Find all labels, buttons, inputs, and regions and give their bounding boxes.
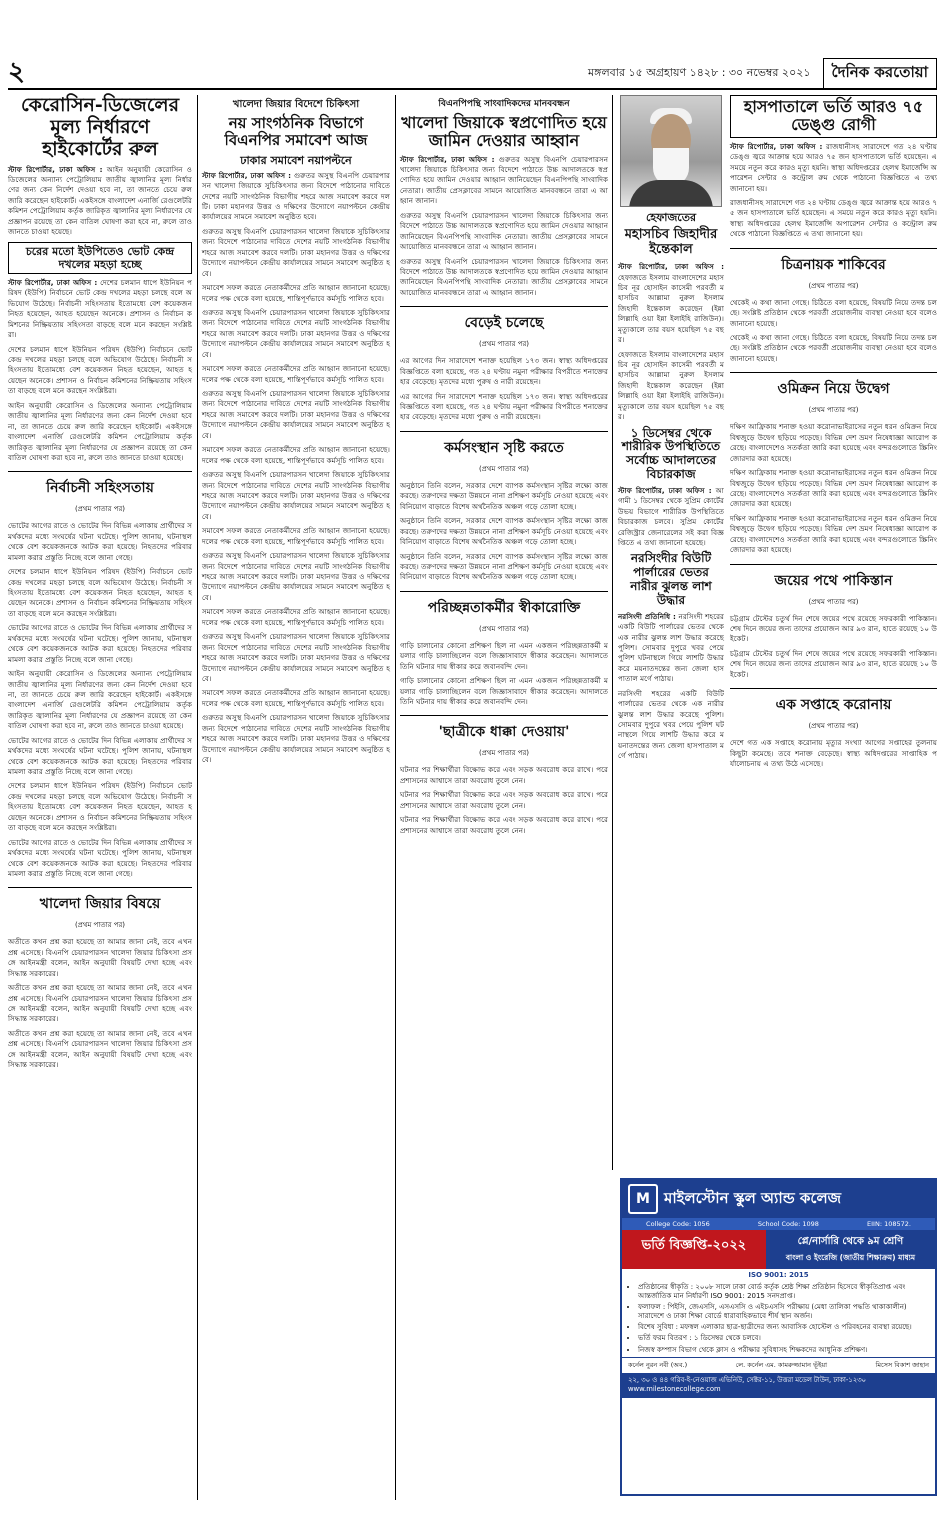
continued-note: (প্রথম পাতার পর)	[74, 921, 126, 930]
article-text: গাড়ি চালানোর কোনো প্রশিক্ষণ ছিল না এমন একজন পরিচ্ছন্নতাকর্মী ময়লার গাড়ি চালাচ্ছিলেন বলে জিজ্ঞাসাবাদে স্বীকার করেছেন। আদালতে তিনি ঘটনার দায় স্বীকার করে জবানবন্দি দেন।	[400, 640, 608, 671]
continued-note: (প্রথম পাতার পর)	[808, 597, 859, 606]
article-text: অতীতে কখন প্রশ্ন করা হয়েছে তা আমার জানা নেই, তবে এখন প্রশ্ন এসেছে। বিএনপি চেয়ারপারসন খালেদা জিয়ার চিকিৎসা প্রসঙ্গে আইনমন্ত্রী বলেন, আইন অনুযায়ী বিষয়টি দেখা হচ্ছে এবং সিদ্ধান্ত সরকারের।	[8, 937, 192, 978]
ad-contact: মিসেস বিকাশ জাহান	[875, 1360, 929, 1369]
article-text: আইন অনুযায়ী কেরোসিন ও ডিজেলের অন্যান্য পেট্রোলিয়াম জাতীয় জ্বালানির মূল্য নির্ধারণের জন্য কেন নির্দেশ দেওয়া হবে না, তা জানতে চেয়ে রুল জারি করেছেন হাইকোর্ট। একইসঙ্গে বাংলাদেশ এনার্জি রেগুলেটরি কমিশন পেট্রোলিয়াম কর্তৃক জারিকৃত জ্বালানির মূল্য নির্ধারণের যে প্রজ্ঞাপন রয়েছে তা কেন বাতিল ঘোষণা করা হবে না, রুলে তাও জানতে চাওয়া হয়েছে।	[8, 164, 192, 237]
byline: স্টাফ রিপোর্টার, ঢাকা অফিস :	[8, 164, 103, 174]
ad-contact: কর্নেল নুরন নবী (অব.)	[628, 1360, 688, 1369]
article-text: গুরুতর অসুস্থ বিএনপি চেয়ারপারসন খালেদা জিয়াকে সুচিকিৎসার জন্য বিদেশে পাঠানোর দাবিতে দেশের নয়টি সাংগঠনিক বিভাগীয় শহরে আজ সমাবেশ করবে দলটি। ঢাকা মহানগর উত্তর ও দক্ষিণের উদ্যোগে নয়াপল্টনে কেন্দ্রীয় কার্যালয়ের সামনে সমাবেশ অনুষ্ঠিত হবে।	[202, 307, 390, 359]
headline-kerosene-diesel: কেরোসিন-ডিজেলের মূল্য নির্ধারণে হাইকোর্টের রুল	[20, 94, 180, 160]
article-text: গুরুতর অসুস্থ বিএনপি চেয়ারপারসন খালেদা জিয়াকে চিকিৎসার জন্য বিদেশে পাঠাতে উচ্চ আদালতকে স্বপ্রণোদিত হয়ে জামিন দেওয়ার আহ্বান জানিয়েছেন বিএনপিপন্থি সাংবাদিক নেতারা। জাতীয় প্রেসক্লাবের সামনে আয়োজিত মানববন্ধনে তারা এ আহ্বান জানান।	[400, 256, 608, 297]
subhead-naya-paltan: ঢাকার সমাবেশ নয়াপল্টনে	[240, 153, 352, 167]
continued-note: (প্রথম পাতার পর)	[478, 749, 530, 758]
section-head-omicron: ওমিক্রন নিয়ে উদ্বেগ	[730, 372, 937, 401]
column-divider	[612, 95, 613, 1170]
continued-note: (প্রথম পাতার পর)	[478, 624, 530, 633]
article-text: আইন অনুযায়ী কেরোসিন ও ডিজেলের অন্যান্য পেট্রোলিয়াম জাতীয় জ্বালানির মূল্য নির্ধারণের জন্য কেন নির্দেশ দেওয়া হবে না, তা জানতে চেয়ে রুল জারি করেছেন হাইকোর্ট। একইসঙ্গে বাংলাদেশ এনার্জি রেগুলেটরি কমিশন পেট্রোলিয়াম কর্তৃক জারিকৃত জ্বালানির মূল্য নির্ধারণের যে প্রজ্ঞাপন রয়েছে তা কেন বাতিল ঘোষণা করা হবে না, রুলে তাও জানতে চাওয়া হয়েছে।	[8, 400, 192, 462]
article-text: ভোটের আগের রাতে ও ভোটের দিন বিভিন্ন এলাকায় প্রার্থীদের সমর্থকদের মধ্যে সংঘর্ষের ঘটনা ঘটেছে। পুলিশ জানায়, ঘটনাস্থল থেকে বেশ কয়েকজনকে আটক করা হয়েছে। নিহতদের পরিবার মামলা করার প্রস্তুতি নিচ্ছে বলে জানা গেছে।	[8, 521, 192, 562]
article-text: ভোটের আগের রাতে ও ভোটের দিন বিভিন্ন এলাকায় প্রার্থীদের সমর্থকদের মধ্যে সংঘর্ষের ঘটনা ঘটেছে। পুলিশ জানায়, ঘটনাস্থল থেকে বেশ কয়েকজনকে আটক করা হয়েছে। নিহতদের পরিবার মামলা করার প্রস্তুতি নিচ্ছে বলে জানা গেছে।	[8, 623, 192, 664]
page-masthead	[8, 58, 937, 90]
ad-classes	[766, 1230, 935, 1269]
section-head-pakistan: জয়ের পথে পাকিস্তান	[730, 564, 937, 593]
ad-header	[622, 1180, 935, 1218]
column-5	[730, 95, 937, 774]
ad-medium: বাংলা ও ইংরেজি (জাতীয় শিক্ষাক্রম) মাধ্যম	[785, 1253, 915, 1262]
article-text: দক্ষিণ আফ্রিকায় শনাক্ত হওয়া করোনাভাইরাসের নতুন ধরন ওমিক্রন নিয়ে বিশ্বজুড়ে উদ্বেগ ছড়িয়ে পড়েছে। বিভিন্ন দেশ ভ্রমণ নিষেধাজ্ঞা আরোপ করেছে। বাংলাদেশেও সতর্কতা জারি করা হয়েছে এবং বন্দরগুলোতে স্ক্রিনিং জোরদার করা হয়েছে।	[730, 513, 937, 555]
newspaper-logo: দৈনিক করতোয়া	[823, 58, 937, 89]
article-text: আগামী ১ ডিসেম্বর থেকে সুপ্রিম কোর্টের উভয় বিভাগে শারীরিক উপস্থিতিতে বিচারকাজ চলবে। সুপ্রিম কোর্টের রেজিস্ট্রার জেনারেলের সই করা বিজ্ঞপ্তিতে এ তথ্য জানানো হয়েছে।	[618, 485, 724, 547]
article-text: দেশের চলমান ধাপে ইউনিয়ন পরিষদ (ইউপি) নির্বাচনে ভোট কেন্দ্র দখলের মহড়া চলছে বলে অভিযোগ উঠেছে। নির্বাচনী সহিংসতায় ইতোমধ্যে বেশ কয়েকজন নিহত হয়েছেন, আহত হয়েছেন অনেকে। প্রশাসন ও নির্বাচন কমিশনের নিষ্ক্রিয়তায় সহিংসতা বাড়ছে বলে মনে করছেন সংশ্লিষ্টরা।	[8, 344, 192, 396]
headline-court-hearing: ১ ডিসেম্বর থেকে শারীরিক উপস্থিতিতে সর্বোচ্চ আদালতের বিচারকাজ	[621, 425, 721, 482]
ad-school-name: মাইলস্টোন স্কুল অ্যান্ড কলেজ	[664, 1188, 842, 1207]
article-text: নরসিংদী শহরের একটি বিউটি পার্লারের ভেতর থেকে এক নারীর ঝুলন্ত লাশ উদ্ধার করেছে পুলিশ। সোমবার দুপুরে খবর পেয়ে পুলিশ ঘটনাস্থলে গিয়ে লাশটি উদ্ধার করে ময়নাতদন্তের জন্য জেলা হাসপাতাল মর্গে পাঠায়।	[618, 688, 724, 761]
headline-up-election: চরের মতো ইউপিতেও ভোট কেন্দ্র দখলের মহড়া হচ্ছে	[8, 242, 192, 274]
article-body	[400, 155, 608, 207]
article-text: ঘটনার পর শিক্ষার্থীরা বিক্ষোভ করে এবং সড়ক অবরোধ করে রাখে। পরে প্রশাসনের আশ্বাসে তারা অবরোধ তুলে নেন।	[400, 815, 608, 835]
ad-points	[628, 1283, 929, 1355]
column-divider	[197, 95, 198, 1500]
article-body	[8, 165, 192, 238]
ad-point: • ভর্তি ফরম বিতরণ : ১ ডিসেম্বর থেকে চলবে।	[638, 1334, 929, 1343]
ad-footer	[622, 1373, 935, 1398]
section-head-shakib: চিত্রনায়ক শাকিবের	[730, 248, 937, 277]
article-text: গুরুতর অসুস্থ বিএনপি চেয়ারপারসন খালেদা জিয়াকে চিকিৎসার জন্য বিদেশে পাঠাতে উচ্চ আদালতকে স্বপ্রণোদিত হয়ে জামিন দেওয়ার আহ্বান জানিয়েছেন বিএনপিপন্থি সাংবাদিক নেতারা। জাতীয় প্রেসক্লাবের সামনে আয়োজিত মানববন্ধনে তারা এ আহ্বান জানান।	[400, 154, 608, 206]
continued-note: (প্রথম পাতার পর)	[478, 464, 530, 473]
ad-iso: ISO 9001: 2015	[748, 1271, 809, 1279]
article-body	[730, 142, 937, 194]
article-text: এর আগের দিন সারাদেশে শনাক্ত হয়েছিল ১৭৩ জন। স্বাস্থ্য অধিদপ্তরের বিজ্ঞপ্তিতে বলা হয়েছে, গত ২৪ ঘণ্টায় নমুনা পরীক্ষার বিপরীতে শনাক্তের হার বেড়েছে। মৃতদের মধ্যে পুরুষ ও নারী রয়েছেন।	[400, 391, 608, 422]
article-text: নরসিংদী শহরের একটি বিউটি পার্লারের ভেতর থেকে এক নারীর ঝুলন্ত লাশ উদ্ধার করেছে পুলিশ। সোমবার দুপুরে খবর পেয়ে পুলিশ ঘটনাস্থলে গিয়ে লাশটি উদ্ধার করে ময়নাতদন্তের জন্য জেলা হাসপাতাল মর্গে পাঠায়।	[618, 611, 724, 684]
article-text: ভোটের আগের রাতে ও ভোটের দিন বিভিন্ন এলাকায় প্রার্থীদের সমর্থকদের মধ্যে সংঘর্ষের ঘটনা ঘটেছে। পুলিশ জানায়, ঘটনাস্থল থেকে বেশ কয়েকজনকে আটক করা হয়েছে। নিহতদের পরিবার মামলা করার প্রস্তুতি নিচ্ছে বলে জানা গেছে।	[8, 735, 192, 777]
ad-point: • ফলাফল : পিইসি, জেএসসি, এসএসসি ও এইচএসসি পরীক্ষায় (মেধা তালিকা পদ্ধতি থাকাকালীন) সারাদেশে ও ঢাকা শিক্ষা বোর্ডে ধারাবাহিকভাবে শীর্ষ স্থান অর্জন।	[638, 1303, 929, 1321]
article-body	[618, 262, 724, 346]
article-text: অতীতে কখন প্রশ্ন করা হয়েছে তা আমার জানা নেই, তবে এখন প্রশ্ন এসেছে। বিএনপি চেয়ারপারসন খালেদা জিয়ার চিকিৎসা প্রসঙ্গে আইনমন্ত্রী বলেন, আইন অনুযায়ী বিষয়টি দেখা হচ্ছে এবং সিদ্ধান্ত সরকারের।	[8, 983, 192, 1024]
page-number: ২	[8, 57, 25, 87]
article-text: গুরুতর অসুস্থ বিএনপি চেয়ারপারসন খালেদা জিয়াকে সুচিকিৎসার জন্য বিদেশে পাঠানোর দাবিতে দেশের নয়টি সাংগঠনিক বিভাগীয় শহরে আজ সমাবেশ করবে দলটি। ঢাকা মহানগর উত্তর ও দক্ষিণের উদ্যোগে নয়াপল্টনে কেন্দ্রীয় কার্যালয়ের সামনে সমাবেশ অনুষ্ঠিত হবে।	[202, 632, 390, 683]
eiin-code: EIIN: 108572.	[867, 1220, 911, 1228]
headline-dengue: হাসপাতালে ভর্তি আরও ৭৫ ডেঙ্গু রোগী	[730, 95, 937, 138]
continued-note: (প্রথম পাতার পর)	[478, 340, 530, 349]
ad-admission-title: ভর্তি বিজ্ঞপ্তি-২০২২	[622, 1230, 766, 1269]
kicker-journalists: বিএনপিপন্থি সাংবাদিকদের মানববন্ধন	[438, 99, 570, 109]
continued-note: (প্রথম পাতার পর)	[808, 722, 859, 731]
article-text: অনুষ্ঠানে তিনি বলেন, সরকার দেশে ব্যাপক কর্মসংস্থান সৃষ্টির লক্ষ্যে কাজ করছে। তরুণদের দক্ষতা উন্নয়নে নানা প্রশিক্ষণ কর্মসূচি নেওয়া হয়েছে এবং বিনিয়োগ বাড়াতে বিশেষ অর্থনৈতিক অঞ্চল গড়ে তোলা হচ্ছে।	[400, 551, 608, 582]
article-text: গুরুতর অসুস্থ বিএনপি চেয়ারপারসন খালেদা জিয়াকে সুচিকিৎসার জন্য বিদেশে পাঠানোর দাবিতে দেশের নয়টি সাংগঠনিক বিভাগীয় শহরে আজ সমাবেশ করবে দলটি। ঢাকা মহানগর উত্তর ও দক্ষিণের উদ্যোগে নয়াপল্টনে কেন্দ্রীয় কার্যালয়ের সামনে সমাবেশ অনুষ্ঠিত হবে।	[202, 170, 390, 222]
byline: স্টাফ রিপোর্টার, ঢাকা অফিস :	[618, 485, 712, 495]
ad-contacts	[622, 1357, 935, 1373]
article-text: গাড়ি চালানোর কোনো প্রশিক্ষণ ছিল না এমন একজন পরিচ্ছন্নতাকর্মী ময়লার গাড়ি চালাচ্ছিলেন বলে জিজ্ঞাসাবাদে স্বীকার করেছেন। আদালতে তিনি ঘটনার দায় স্বীকার করে জবানবন্দি দেন।	[400, 676, 608, 707]
article-text: চট্টগ্রাম টেস্টের চতুর্থ দিন শেষে জয়ের পথে রয়েছে সফরকারী পাকিস্তান। শেষ দিনে জয়ের জন্য তাদের প্রয়োজন আর ৯৩ রান, হাতে রয়েছে ১০ উইকেট।	[730, 648, 937, 679]
article-body	[618, 612, 724, 685]
column-1	[8, 95, 192, 1075]
article-text: দক্ষিণ আফ্রিকায় শনাক্ত হওয়া করোনাভাইরাসের নতুন ধরন ওমিক্রন নিয়ে বিশ্বজুড়ে উদ্বেগ ছড়িয়ে পড়েছে। বিভিন্ন দেশ ভ্রমণ নিষেধাজ্ঞা আরোপ করেছে। বাংলাদেশেও সতর্কতা জারি করা হয়েছে এবং বন্দরগুলোতে স্ক্রিনিং জোরদার করা হয়েছে।	[730, 468, 937, 509]
milestone-admission-ad	[620, 1178, 937, 1496]
section-head-corona-week: এক সপ্তাহে করোনায়	[730, 688, 937, 717]
article-text: দেশে গত এক সপ্তাহে করোনায় মৃত্যুর সংখ্যা আগের সপ্তাহের তুলনায় কিছুটা কমেছে। তবে শনাক্ত বেড়েছে। স্বাস্থ্য অধিদপ্তরের সাপ্তাহিক পর্যালোচনায় এ তথ্য উঠে এসেছে।	[730, 738, 937, 769]
article-text: চট্টগ্রাম টেস্টের চতুর্থ দিন শেষে জয়ের পথে রয়েছে সফরকারী পাকিস্তান। শেষ দিনে জয়ের জন্য তাদের প্রয়োজন আর ৯৩ রান, হাতে রয়েছে ১০ উইকেট।	[730, 613, 937, 644]
article-text: আইন অনুযায়ী কেরোসিন ও ডিজেলের অন্যান্য পেট্রোলিয়াম জাতীয় জ্বালানির মূল্য নির্ধারণের জন্য কেন নির্দেশ দেওয়া হবে না, তা জানতে চেয়ে রুল জারি করেছেন হাইকোর্ট। একইসঙ্গে বাংলাদেশ এনার্জি রেগুলেটরি কমিশন পেট্রোলিয়াম কর্তৃক জারিকৃত জ্বালানির মূল্য নির্ধারণের যে প্রজ্ঞাপন রয়েছে তা কেন বাতিল ঘোষণা করা হবে না, রুলে তাও জানতে চাওয়া হয়েছে।	[8, 669, 192, 731]
kicker-khaleda-treatment: খালেদা জিয়ার বিদেশে চিকিৎসা	[232, 99, 360, 110]
ad-website: www.milestonecollege.com	[628, 1385, 721, 1394]
article-text: রাজধানীসহ সারাদেশে গত ২৪ ঘণ্টায় ডেঙ্গু জ্বরে আক্রান্ত হয়ে আরও ৭৫ জন হাসপাতালে ভর্তি হয়েছেন। এ সময়ে নতুন করে কারও মৃত্যু হয়নি। স্বাস্থ্য অধিদপ্তরের হেলথ ইমার্জেন্সি অপারেশন সেন্টার ও কন্ট্রোল রুম থেকে পাঠানো বিজ্ঞপ্তিতে এ তথ্য জানানো হয়।	[730, 197, 937, 239]
ad-admission-band	[622, 1230, 935, 1269]
article-text: দক্ষিণ আফ্রিকায় শনাক্ত হওয়া করোনাভাইরাসের নতুন ধরন ওমিক্রন নিয়ে বিশ্বজুড়ে উদ্বেগ ছড়িয়ে পড়েছে। বিভিন্ন দেশ ভ্রমণ নিষেধাজ্ঞা আরোপ করেছে। বাংলাদেশেও সতর্কতা জারি করা হয়েছে এবং বন্দরগুলোতে স্ক্রিনিং জোরদার করা হয়েছে।	[730, 422, 937, 463]
article-text: ঘটনার পর শিক্ষার্থীরা বিক্ষোভ করে এবং সড়ক অবরোধ করে রাখে। পরে প্রশাসনের আশ্বাসে তারা অবরোধ তুলে নেন।	[400, 765, 608, 785]
article-text: সমাবেশ সফল করতে নেতাকর্মীদের প্রতি আহ্বান জানানো হয়েছে। দলের পক্ষ থেকে বলা হয়েছে, শান্তিপূর্ণভাবে কর্মসূচি পালিত হবে।	[202, 445, 390, 465]
article-text: রাজধানীসহ সারাদেশে গত ২৪ ঘণ্টায় ডেঙ্গু জ্বরে আক্রান্ত হয়ে আরও ৭৫ জন হাসপাতালে ভর্তি হয়েছেন। এ সময়ে নতুন করে কারও মৃত্যু হয়নি। স্বাস্থ্য অধিদপ্তরের হেলথ ইমার্জেন্সি অপারেশন সেন্টার ও কন্ট্রোল রুম থেকে পাঠানো বিজ্ঞপ্তিতে এ তথ্য জানানো হয়।	[730, 141, 937, 193]
article-text: থেকেই এ কথা জানা গেছে। চিঠিতে বলা হয়েছে, বিষয়টি নিয়ে তদন্ত চলছে। সংশ্লিষ্ট প্রতিষ্ঠান থেকে পরবর্তী প্রয়োজনীয় ব্যবস্থা নেওয়া হবে বলেও জানানো হয়েছে।	[730, 333, 937, 363]
section-head-khaleda: খালেদা জিয়ার বিষয়ে	[8, 887, 192, 916]
article-text: দেশের চলমান ধাপে ইউনিয়ন পরিষদ (ইউপি) নির্বাচনে ভোট কেন্দ্র দখলের মহড়া চলছে বলে অভিযোগ উঠেছে। নির্বাচনী সহিংসতায় ইতোমধ্যে বেশ কয়েকজন নিহত হয়েছেন, আহত হয়েছেন অনেকে। প্রশাসন ও নির্বাচন কমিশনের নিষ্ক্রিয়তায় সহিংসতা বাড়ছে বলে মনে করছেন সংশ্লিষ্টরা।	[8, 567, 192, 618]
article-body	[618, 486, 724, 549]
article-text: এর আগের দিন সারাদেশে শনাক্ত হয়েছিল ১৭৩ জন। স্বাস্থ্য অধিদপ্তরের বিজ্ঞপ্তিতে বলা হয়েছে, গত ২৪ ঘণ্টায় নমুনা পরীক্ষার বিপরীতে শনাক্তের হার বেড়েছে। মৃতদের মধ্যে পুরুষ ও নারী রয়েছেন।	[400, 356, 608, 387]
article-text: থেকেই এ কথা জানা গেছে। চিঠিতে বলা হয়েছে, বিষয়টি নিয়ে তদন্ত চলছে। সংশ্লিষ্ট প্রতিষ্ঠান থেকে পরবর্তী প্রয়োজনীয় ব্যবস্থা নেওয়া হবে বলেও জানানো হয়েছে।	[730, 297, 937, 328]
article-text: ঘটনার পর শিক্ষার্থীরা বিক্ষোভ করে এবং সড়ক অবরোধ করে রাখে। পরে প্রশাসনের আশ্বাসে তারা অবরোধ তুলে নেন।	[400, 790, 608, 810]
byline: স্টাফ রিপোর্টার, ঢাকা অফিস :	[400, 154, 495, 164]
article-text: হেফাজতে ইসলাম বাংলাদেশের মহাসচিব নূর হোসাইন কাসেমী পরবর্তী মহাসচিব আল্লামা নুরুল ইসলাম জিহাদী ইন্তেকাল করেছেন (ইন্না লিল্লাহি ওয়া ইন্না ইলাইহি রাজিউন)। মৃত্যুকালে তার বয়স হয়েছিল ৭৫ বছর।	[618, 272, 724, 345]
article-text: ভোটের আগের রাতে ও ভোটের দিন বিভিন্ন এলাকায় প্রার্থীদের সমর্থকদের মধ্যে সংঘর্ষের ঘটনা ঘটেছে। পুলিশ জানায়, ঘটনাস্থল থেকে বেশ কয়েকজনকে আটক করা হয়েছে। নিহতদের পরিবার মামলা করার প্রস্তুতি নিচ্ছে বলে জানা গেছে।	[8, 837, 192, 878]
continued-note: (প্রথম পাতার পর)	[808, 406, 859, 415]
article-text: দেশের চলমান ধাপে ইউনিয়ন পরিষদ (ইউপি) নির্বাচনে ভোট কেন্দ্র দখলের মহড়া চলছে বলে অভিযোগ উঠেছে। নির্বাচনী সহিংসতায় ইতোমধ্যে বেশ কয়েকজন নিহত হয়েছেন, আহত হয়েছেন অনেকে। প্রশাসন ও নির্বাচন কমিশনের নিষ্ক্রিয়তায় সহিংসতা বাড়ছে বলে মনে করছেন সংশ্লিষ্টরা।	[8, 781, 192, 833]
article-text: গুরুতর অসুস্থ বিএনপি চেয়ারপারসন খালেদা জিয়াকে সুচিকিৎসার জন্য বিদেশে পাঠানোর দাবিতে দেশের নয়টি সাংগঠনিক বিভাগীয় শহরে আজ সমাবেশ করবে দলটি। ঢাকা মহানগর উত্তর ও দক্ষিণের উদ্যোগে নয়াপল্টনে কেন্দ্রীয় কার্যালয়ের সামনে সমাবেশ অনুষ্ঠিত হবে।	[202, 713, 390, 764]
column-3	[400, 95, 608, 840]
section-head-election-violence: নির্বাচনী সহিংসতায়	[8, 471, 192, 500]
kicker-hefazat: হেফাজতের	[645, 211, 697, 224]
article-text: সমাবেশ সফল করতে নেতাকর্মীদের প্রতি আহ্বান জানানো হয়েছে। দলের পক্ষ থেকে বলা হয়েছে, শান্তিপূর্ণভাবে কর্মসূচি পালিত হবে।	[202, 526, 390, 546]
column-divider	[395, 95, 396, 1500]
article-text: গুরুতর অসুস্থ বিএনপি চেয়ারপারসন খালেদা জিয়াকে সুচিকিৎসার জন্য বিদেশে পাঠানোর দাবিতে দেশের নয়টি সাংগঠনিক বিভাগীয় শহরে আজ সমাবেশ করবে দলটি। ঢাকা মহানগর উত্তর ও দক্ষিণের উদ্যোগে নয়াপল্টনে কেন্দ্রীয় কার্যালয়ের সামনে সমাবেশ অনুষ্ঠিত হবে।	[202, 389, 390, 440]
section-head-cleaner-confession: পরিচ্ছন্নতাকর্মীর স্বীকারোক্তি	[400, 591, 608, 620]
date-line: মঙ্গলবার ১৫ অগ্রহায়ণ ১৪২৮ : ৩০ নভেম্বর ২০২১	[588, 65, 811, 79]
ad-point: • নিজস্ব কম্পাস বিভাগ থেকে ক্লাস ও পরীক্ষার সুবিধাসহ শিক্ষকদের আধুনিক প্রশিক্ষণ।	[638, 1346, 929, 1355]
column-4	[618, 95, 724, 766]
continued-note: (প্রথম পাতার পর)	[808, 281, 859, 290]
section-head-student-push: 'ছাত্রীকে ধাক্কা দেওয়ায়'	[400, 715, 608, 744]
article-text: সমাবেশ সফল করতে নেতাকর্মীদের প্রতি আহ্বান জানানো হয়েছে। দলের পক্ষ থেকে বলা হয়েছে, শান্তিপূর্ণভাবে কর্মসূচি পালিত হবে।	[202, 607, 390, 627]
article-text: হেফাজতে ইসলাম বাংলাদেশের মহাসচিব নূর হোসাইন কাসেমী পরবর্তী মহাসচিব আল্লামা নুরুল ইসলাম জিহাদী ইন্তেকাল করেছেন (ইন্না লিল্লাহি ওয়া ইন্না ইলাইহি রাজিউন)। মৃত্যুকালে তার বয়স হয়েছিল ৭৫ বছর।	[618, 349, 724, 422]
college-code: College Code: 1056	[646, 1220, 710, 1228]
ad-codes	[622, 1218, 935, 1230]
section-head-increasing: বেড়েই চলেছে	[400, 306, 608, 335]
ad-point: • প্রতিষ্ঠানের স্বীকৃতি : ২০০৮ সালে ঢাকা বোর্ড কর্তৃক শ্রেষ্ঠ শিক্ষা প্রতিষ্ঠান হিসেবে স্বীকৃতিপ্রাপ্ত এবং আন্তর্জাতিক মান নির্ধারণী ISO 9001: 2015 সনদপ্রাপ্ত।	[638, 1283, 929, 1301]
ad-contact: লে. কর্নেল এম. কামরুজ্জামান ভূঁইয়া	[735, 1360, 828, 1369]
ad-point: • বিশেষ সুবিধা : মফস্বল এলাকার ছাত্র-ছাত্রীদের জন্য আবাসিক হোস্টেল ও পরিবহনের ব্যবস্থা রয়েছে।	[638, 1323, 929, 1332]
article-body	[8, 278, 192, 341]
article-text: গুরুতর অসুস্থ বিএনপি চেয়ারপারসন খালেদা জিয়াকে চিকিৎসার জন্য বিদেশে পাঠাতে উচ্চ আদালতকে স্বপ্রণোদিত হয়ে জামিন দেওয়ার আহ্বান জানিয়েছেন বিএনপিপন্থি সাংবাদিক নেতারা। জাতীয় প্রেসক্লাবের সামনে আয়োজিত মানববন্ধনে তারা এ আহ্বান জানান।	[400, 210, 608, 252]
section-head-employment: কর্মসংস্থান সৃষ্টি করতে	[400, 431, 608, 460]
article-text: অতীতে কখন প্রশ্ন করা হয়েছে তা আমার জানা নেই, তবে এখন প্রশ্ন এসেছে। বিএনপি চেয়ারপারসন খালেদা জিয়ার চিকিৎসা প্রসঙ্গে আইনমন্ত্রী বলেন, আইন অনুযায়ী বিষয়টি দেখা হচ্ছে এবং সিদ্ধান্ত সরকারের।	[8, 1028, 192, 1070]
ad-class-range: প্লে/নার্সারি থেকে ৯ম শ্রেণি	[797, 1236, 904, 1247]
school-logo-icon: M	[628, 1184, 658, 1214]
school-code: School Code: 1098	[757, 1220, 819, 1228]
portrait-photo	[620, 95, 722, 207]
article-text: গুরুতর অসুস্থ বিএনপি চেয়ারপারসন খালেদা জিয়াকে সুচিকিৎসার জন্য বিদেশে পাঠানোর দাবিতে দেশের নয়টি সাংগঠনিক বিভাগীয় শহরে আজ সমাবেশ করবে দলটি। ঢাকা মহানগর উত্তর ও দক্ষিণের উদ্যোগে নয়াপল্টনে কেন্দ্রীয় কার্যালয়ের সামনে সমাবেশ অনুষ্ঠিত হবে।	[202, 470, 390, 521]
article-text: অনুষ্ঠানে তিনি বলেন, সরকার দেশে ব্যাপক কর্মসংস্থান সৃষ্টির লক্ষ্যে কাজ করছে। তরুণদের দক্ষতা উন্নয়নে নানা প্রশিক্ষণ কর্মসূচি নেওয়া হয়েছে এবং বিনিয়োগ বাড়াতে বিশেষ অর্থনৈতিক অঞ্চল গড়ে তোলা হচ্ছে।	[400, 516, 608, 547]
article-text: সমাবেশ সফল করতে নেতাকর্মীদের প্রতি আহ্বান জানানো হয়েছে। দলের পক্ষ থেকে বলা হয়েছে, শান্তিপূর্ণভাবে কর্মসূচি পালিত হবে।	[202, 364, 390, 384]
column-2	[202, 95, 390, 769]
byline: স্টাফ রিপোর্টার, ঢাকা অফিস :	[618, 262, 724, 272]
headline-narsingdi: নরসিংদীর বিউটি পার্লারের ভেতর নারীর ঝুলন্ত লাশ উদ্ধার	[630, 551, 712, 607]
article-text: অনুষ্ঠানে তিনি বলেন, সরকার দেশে ব্যাপক কর্মসংস্থান সৃষ্টির লক্ষ্যে কাজ করছে। তরুণদের দক্ষতা উন্নয়নে নানা প্রশিক্ষণ কর্মসূচি নেওয়া হয়েছে এবং বিনিয়োগ বাড়াতে বিশেষ অর্থনৈতিক অঞ্চল গড়ে তোলা হচ্ছে।	[400, 480, 608, 511]
article-text: গুরুতর অসুস্থ বিএনপি চেয়ারপারসন খালেদা জিয়াকে সুচিকিৎসার জন্য বিদেশে পাঠানোর দাবিতে দেশের নয়টি সাংগঠনিক বিভাগীয় শহরে আজ সমাবেশ করবে দলটি। ঢাকা মহানগর উত্তর ও দক্ষিণের উদ্যোগে নয়াপল্টনে কেন্দ্রীয় কার্যালয়ের সামনে সমাবেশ অনুষ্ঠিত হবে।	[202, 226, 390, 278]
article-text: গুরুতর অসুস্থ বিএনপি চেয়ারপারসন খালেদা জিয়াকে সুচিকিৎসার জন্য বিদেশে পাঠানোর দাবিতে দেশের নয়টি সাংগঠনিক বিভাগীয় শহরে আজ সমাবেশ করবে দলটি। ঢাকা মহানগর উত্তর ও দক্ষিণের উদ্যোগে নয়াপল্টনে কেন্দ্রীয় কার্যালয়ের সামনে সমাবেশ অনুষ্ঠিত হবে।	[202, 551, 390, 602]
continued-note: (প্রথম পাতার পর)	[74, 505, 126, 514]
headline-jihadi: মহাসচিব জিহাদীর ইন্তেকাল	[624, 227, 718, 258]
byline: স্টাফ রিপোর্টার, ঢাকা অফিস :	[8, 277, 98, 287]
article-text: সমাবেশ সফল করতে নেতাকর্মীদের প্রতি আহ্বান জানানো হয়েছে। দলের পক্ষ থেকে বলা হয়েছে, শান্তিপূর্ণভাবে কর্মসূচি পালিত হবে।	[202, 283, 390, 303]
byline: স্টাফ রিপোর্টার, ঢাকা অফিস :	[202, 170, 291, 180]
byline: নরসিংদী প্রতিনিধি :	[618, 611, 676, 621]
byline: স্টাফ রিপোর্টার, ঢাকা অফিস :	[730, 141, 823, 151]
ad-address: ২২, ৩০ ও ৪৪ গরিব-ই-নেওয়াজ এভিনিউ, সেক্টর-১১, উত্তরা মডেল টাউন, ঢাকা-১২৩০	[628, 1375, 866, 1384]
article-text: সমাবেশ সফল করতে নেতাকর্মীদের প্রতি আহ্বান জানানো হয়েছে। দলের পক্ষ থেকে বলা হয়েছে, শান্তিপূর্ণভাবে কর্মসূচি পালিত হবে।	[202, 688, 390, 708]
headline-khaleda-bail: খালেদা জিয়াকে স্বপ্রণোদিত হয়ে জামিন দেওয়ার আহ্বান	[401, 112, 607, 151]
article-text: দেশের চলমান ধাপে ইউনিয়ন পরিষদ (ইউপি) নির্বাচনে ভোট কেন্দ্র দখলের মহড়া চলছে বলে অভিযোগ উঠেছে। নির্বাচনী সহিংসতায় ইতোমধ্যে বেশ কয়েকজন নিহত হয়েছেন, আহত হয়েছেন অনেকে। প্রশাসন ও নির্বাচন কমিশনের নিষ্ক্রিয়তায় সহিংসতা বাড়ছে বলে মনে করছেন সংশ্লিষ্টরা।	[8, 277, 192, 340]
article-body	[202, 171, 390, 223]
headline-bnp-rally: নয় সাংগঠনিক বিভাগে বিএনপির সমাবেশ আজ	[224, 114, 368, 150]
